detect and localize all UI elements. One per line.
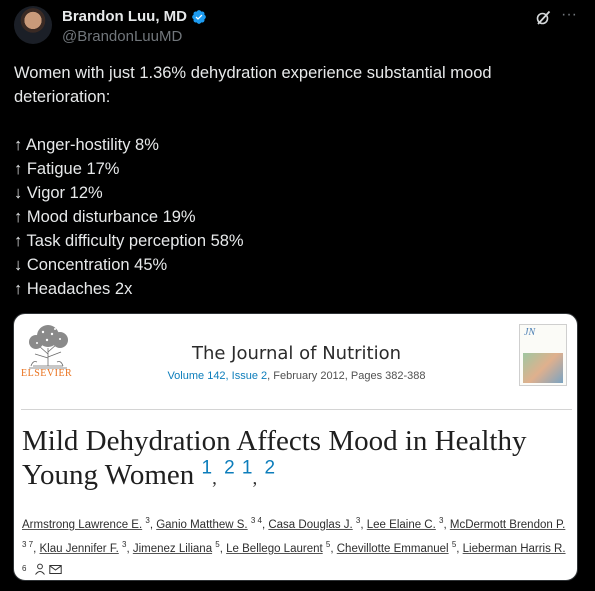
affiliation-ref[interactable]: 1 [241, 457, 253, 479]
stat-line: ↓ Vigor 12% [14, 184, 103, 202]
more-icon[interactable]: ··· [561, 6, 577, 23]
cover-mark: JN [524, 327, 536, 338]
issue-date-pages: , February 2012, Pages 382-388 [267, 370, 426, 382]
author-link[interactable]: Casa Douglas J. [268, 518, 353, 531]
article-title: Mild Dehydration Affects Mood in Healthy Young Women $^1$, $^2$ $^1$, $^2$ [22, 425, 527, 491]
stat-line: ↑ Fatigue 17% [14, 160, 120, 178]
post-text [14, 61, 574, 301]
author-link[interactable]: McDermott Brendon P. [449, 518, 566, 531]
person-icon[interactable] [34, 563, 46, 575]
author-row [62, 8, 207, 25]
verified-badge-icon [191, 9, 207, 25]
stat-line: ↑ Anger-hostility 8% [14, 136, 159, 154]
author-ref: 3 [145, 516, 150, 525]
volume-link[interactable]: Volume 142, Issue 2 [167, 370, 268, 382]
author-link[interactable]: Jimenez Liliana [132, 542, 213, 555]
affiliation-ref[interactable]: 2 [224, 457, 235, 479]
stat-line: ↑ Mood disturbance 19% [14, 208, 196, 226]
author-link[interactable]: Le Bellego Laurent [226, 542, 323, 555]
author-contact-icons [34, 562, 62, 581]
author-ref: 5 [215, 539, 220, 549]
author-link[interactable]: Armstrong Lawrence E. [22, 518, 143, 531]
stat-line: ↓ Concentration 45% [14, 256, 168, 274]
author-ref: 5 [451, 539, 457, 549]
author-link[interactable]: Lee Elaine C. [366, 518, 436, 531]
author-ref: 3 [121, 539, 127, 549]
author-ref: 5 [325, 539, 331, 549]
avatar[interactable] [14, 6, 52, 44]
attached-image[interactable] [13, 313, 578, 581]
post-intro: Women with just 1.36% dehydration experience substantial mood deterioration: [14, 64, 492, 106]
author-link[interactable]: Ganio Matthew S. [156, 518, 248, 531]
stat-line: ↑ Headaches 2x [14, 280, 133, 298]
divider [21, 409, 572, 410]
cover-photo [523, 353, 563, 383]
stat-line: ↑ Task difficulty perception 58% [14, 232, 244, 250]
grok-icon[interactable] [535, 10, 551, 26]
elsevier-wordmark: ELSEVIER [21, 368, 73, 379]
post-header [14, 6, 581, 50]
journal-cover-thumbnail [519, 324, 567, 386]
journal-meta [14, 370, 578, 382]
affiliation-ref[interactable]: 2 [264, 457, 276, 479]
author-handle[interactable]: @BrandonLuuMD [62, 28, 183, 45]
author-link[interactable]: Lieberman Harris R. [462, 542, 566, 555]
author-name[interactable]: Brandon Luu, MD [62, 8, 187, 25]
author-ref: 3 [355, 516, 361, 525]
envelope-icon[interactable] [49, 564, 62, 575]
author-ref: 3 [439, 516, 444, 525]
author-ref: 6 [22, 563, 27, 573]
article-title-line1: Mild Dehydration Affects Mood in Healthy [22, 425, 527, 457]
article-title-line2: Young Women [22, 459, 195, 491]
author-link[interactable]: Chevillotte Emmanuel [336, 542, 449, 555]
author-list: Armstrong Lawrence E. $^3$, Ganio Matthew S. $^{3 4}$, Casa Douglas J. $^3$, Lee Elaine C. $^3$, McDermott Brendon P. $^{3 7}$, Klau Jennifer F. $^3$, Jimenez Liliana $^5$, Le Bellego Laurent $^5$, Chevillotte Emmanuel $^5$, Lieberman Harris R. $^6$ [22, 511, 572, 581]
author-ref: 3 4 [250, 516, 262, 525]
affiliation-ref[interactable]: 1 [201, 457, 213, 479]
author-ref: 3 7 [22, 539, 34, 549]
journal-title: The Journal of Nutrition [191, 343, 402, 364]
author-link[interactable]: Klau Jennifer F. [39, 542, 119, 555]
